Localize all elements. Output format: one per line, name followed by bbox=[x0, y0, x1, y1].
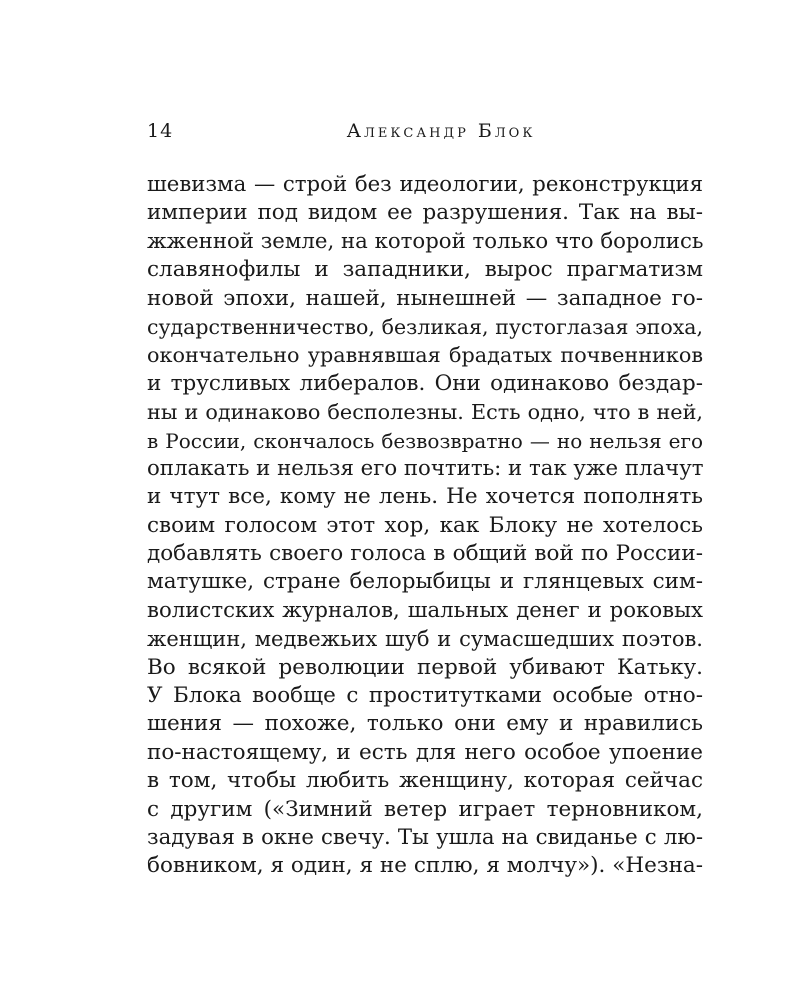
text-line: своим голосом этот хор, как Блоку не хотелось bbox=[147, 512, 703, 538]
text-line: новой эпохи, нашей, нынешней — западное го- bbox=[147, 285, 703, 311]
text-line: оплакать и нельзя его почтить: и так уже плачут bbox=[147, 455, 703, 481]
text-line: и трусливых либералов. Они одинаково бездар- bbox=[147, 370, 703, 396]
text-line: шения — похоже, только они ему и нравились bbox=[147, 711, 703, 737]
page-number: 14 bbox=[147, 120, 174, 142]
text-line: сударственничество, безликая, пустоглазая эпоха, bbox=[147, 314, 703, 339]
text-line: задувая в окне свечу. Ты ушла на свиданье с лю- bbox=[147, 824, 703, 850]
body-text bbox=[147, 171, 703, 881]
text-line: славянофилы и западники, вырос прагматизм bbox=[147, 257, 703, 283]
text-line: Во всякой революции первой убивают Катьку. bbox=[147, 654, 703, 680]
text-line: по-настоящему, и есть для него особое упоение bbox=[147, 739, 703, 765]
text-line: в том, чтобы любить женщину, которая сейчас bbox=[147, 768, 703, 794]
text-line: с другим («Зимний ветер играет терновником, bbox=[147, 796, 703, 822]
text-line: добавлять своего голоса в общий вой по России- bbox=[147, 541, 703, 567]
text-line: У Блока вообще с проститутками особые отно- bbox=[147, 683, 703, 709]
running-title: Александр Блок bbox=[346, 120, 536, 142]
text-line: и чтут все, кому не лень. Не хочется пополнять bbox=[147, 484, 703, 510]
text-line: окончательно уравнявшая брадатых почвенников bbox=[147, 343, 703, 368]
text-line: бовником, я один, я не сплю, я молчу»). «Незна- bbox=[147, 853, 703, 879]
text-line: волистских журналов, шальных денег и роковых bbox=[147, 597, 703, 623]
text-line: жженной земле, на которой только что боролись bbox=[147, 228, 703, 254]
running-head bbox=[147, 117, 703, 147]
text-line: империи под видом ее разрушения. Так на вы- bbox=[147, 200, 703, 226]
text-line: матушке, стране белорыбицы и глянцевых сим- bbox=[147, 569, 703, 595]
text-line: в России, скончалось безвозвратно — но нельзя его bbox=[147, 428, 703, 453]
text-line: ны и одинаково бесполезны. Есть одно, что в ней, bbox=[147, 400, 703, 425]
text-line: женщин, медвежьих шуб и сумасшедших поэтов. bbox=[147, 627, 703, 652]
text-line: шевизма — строй без идеологии, реконструкция bbox=[147, 172, 703, 197]
